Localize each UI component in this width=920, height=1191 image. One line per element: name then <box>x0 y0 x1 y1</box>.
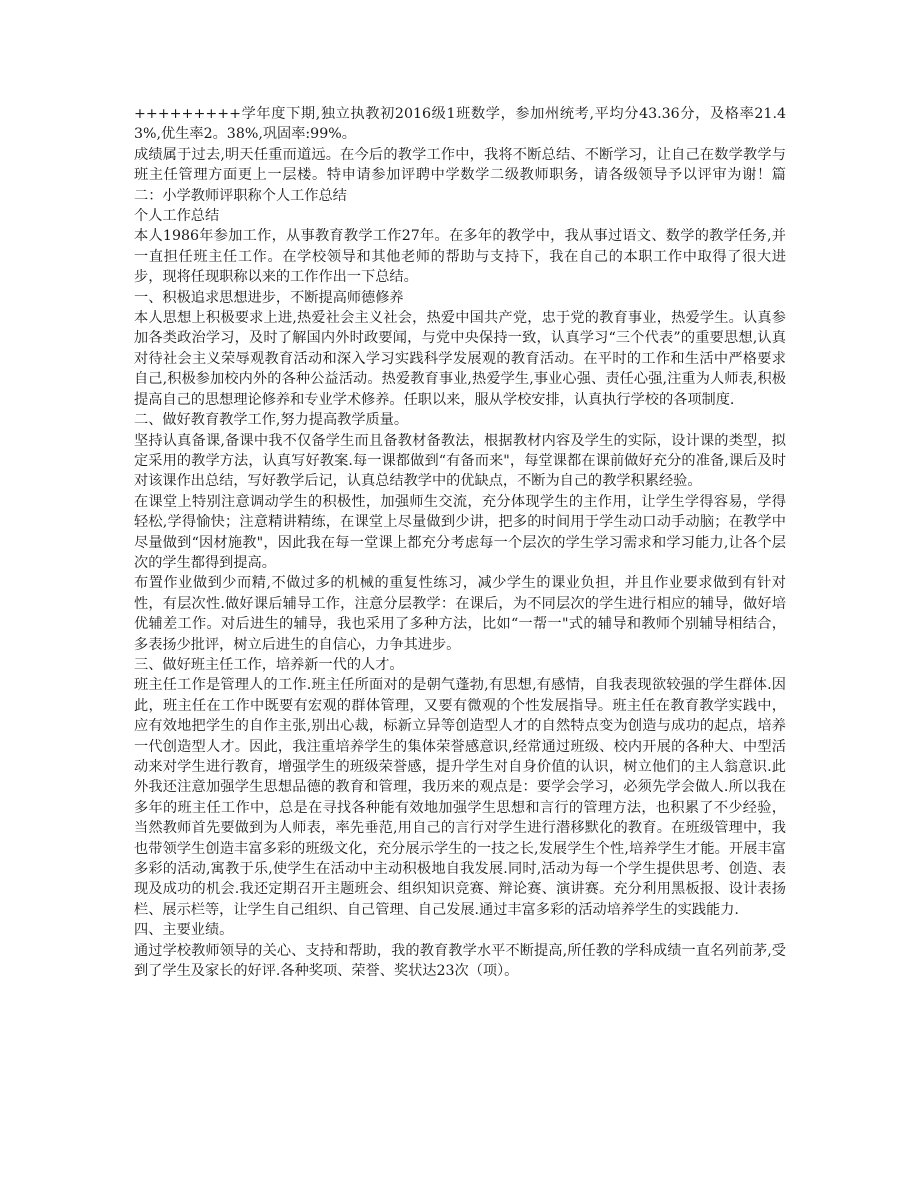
document-body <box>134 104 786 981</box>
paragraph-section-1: 本人思想上积极要求上进,热爱社会主义社会，热爱中国共产党，忠于党的教育事业，热爱学生。认真参加各类政治学习，及时了解国内外时政要闻，与党中央保持一致，认真学习“三个代表”的重要思想,认真对待社会主义荣辱观教育活动和深入学习实践科学发展观的教育活动。在平时的工作和生活中严格要求自己,积极参加校内外的各种公益活动。热爱教育事业,热爱学生,事业心强、责任心强,注重为人师表,积极提高自己的思想理论修养和专业学术修养。任职以来，服从学校安排，认真执行学校的各项制度. <box>134 310 786 408</box>
paragraph-exam-results: +++++++++学年度下期,独立执教初2016级1班数学，参加州统考,平均分43.36分，及格率21.43%,优生率2。38%,巩固率:99%。 <box>134 106 786 143</box>
paragraph-section-2-a: 坚持认真备课,备课中我不仅备学生而且备教材备教法，根据教材内容及学生的实际，设计课的类型，拟定采用的教学方法，认真写好教案.每一课都做到“有备而来"，每堂课都在课前做好充分的准备,课后及时对该课作出总结，写好教学后记，认真总结教学中的优缺点，不断为自己的教学积累经验。 <box>134 432 786 490</box>
paragraph-section-4: 通过学校教师领导的关心、支持和帮助，我的教育教学水平不断提高,所任教的学科成绩一直名列前茅,受到了学生及家长的好评.各种奖项、荣誉、奖状达23次（项）。 <box>134 942 786 980</box>
paragraph-application: 成绩属于过去,明天任重而道远。在今后的教学工作中，我将不断总结、不断学习，让自己在数学教学与班主任管理方面更上一层楼。特申请参加评聘中学数学二级教师职务，请各级领导予以评审为谢！篇二：小学教师评职称个人工作总结 <box>134 146 786 204</box>
section-heading-3: 三、做好班主任工作，培养新一代的人才。 <box>134 656 404 673</box>
paragraph-intro: 本人1986年参加工作，从事教育教学工作27年。在多年的教学中，我从事过语文、数学的教学任务,并一直担任班主任工作。在学校领导和其他老师的帮助与支持下，我在自己的本职工作中取得了很大进步，现将任现职称以来的工作作出一下总结。 <box>134 228 786 286</box>
paragraph-section-2-c: 布置作业做到少而精,不做过多的机械的重复性练习，减少学生的课业负担，并且作业要求做到有针对性，有层次性.做好课后辅导工作，注意分层教学：在课后，为不同层次的学生进行相应的辅导，做好培优辅差工作。对后进生的辅导，我也采用了多种方法，比如“一帮一"式的辅导和教师个别辅导相结合，多表扬少批评，树立后进生的自信心，力争其进步。 <box>134 575 786 653</box>
section-heading-2: 二、做好教育教学工作,努力提高教学质量。 <box>134 412 409 429</box>
paragraph-section-3: 班主任工作是管理人的工作.班主任所面对的是朝气蓬勃,有思想,有感情，自我表现欲较强的学生群体.因此，班主任在工作中既要有宏观的群体管理，又要有微观的个性发展指导。班主任在教育教学实践中，应有效地把学生的自作主张,别出心裁，标新立异等创造型人才的自然特点变为创造与成功的起点，培养一代创造型人才。因此，我注重培养学生的集体荣誉感意识,经常通过班级、校内开展的各种大、中型活动来对学生进行教育，增强学生的班级荣誉感，提升学生对自身价值的认识，树立他们的主人翁意识.此外我还注意加强学生思想品德的教育和管理，我历来的观点是：要学会学习，必须先学会做人.所以我在多年的班主任工作中，总是在寻找各种能有效地加强学生思想和言行的管理方法，也积累了不少经验，当然教师首先要做到为人师表，率先垂范,用自己的言行对学生进行潜移默化的教育。在班级管理中，我也带领学生创造丰富多彩的班级文化，充分展示学生的一技之长,发展学生个性,培养学生才能。开展丰富多彩的活动,寓教于乐,使学生在活动中主动积极地自我发展.同时,活动为每一个学生提供思考、创造、表现及成功的机会.我还定期召开主题班会、组织知识竞赛、辩论赛、演讲赛。充分利用黑板报、设计表扬栏、展示栏等，让学生自己组织、自己管理、自己发展.通过丰富多彩的活动培养学生的实践能力. <box>134 677 786 918</box>
section-heading-4: 四、主要业绩。 <box>134 922 234 939</box>
document-title: 个人工作总结 <box>134 208 220 225</box>
section-heading-1: 一、积极追求思想进步，不断提高师德修养 <box>134 289 404 306</box>
paragraph-section-2-b: 在课堂上特别注意调动学生的积极性，加强师生交流，充分体现学生的主作用，让学生学得容易，学得轻松,学得愉快；注意精讲精练，在课堂上尽量做到少讲，把多的时间用于学生动口动手动脑；在教学中尽量做到“因材施教"，因此我在每一堂课上都充分考虑每一个层次的学生学习需求和学习能力,让各个层次的学生都得到提高。 <box>134 493 786 571</box>
